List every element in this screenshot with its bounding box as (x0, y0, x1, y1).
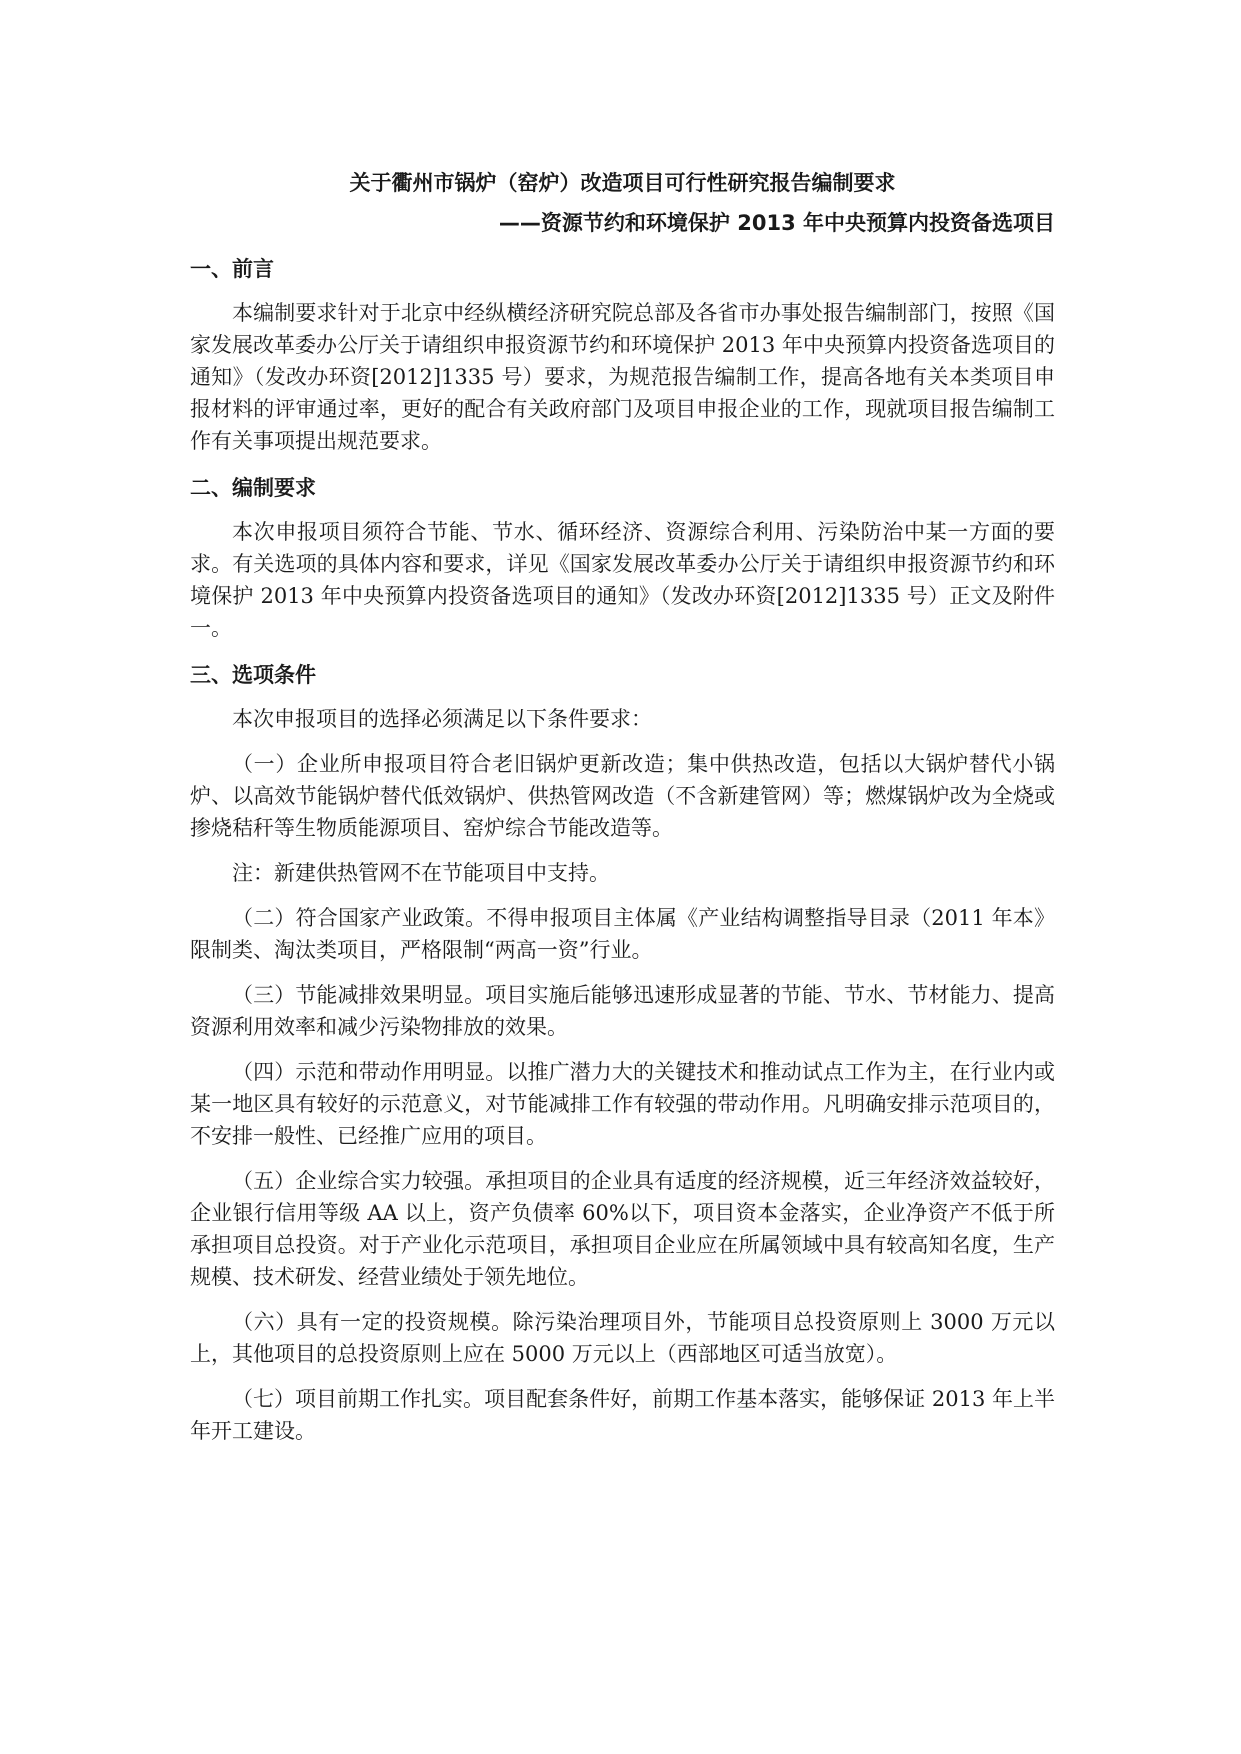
condition-item: （二）符合国家产业政策。不得申报项目主体属《产业结构调整指导目录（2011 年本》限制类、淘汰类项目，严格限制“两高一资”行业。 (190, 906, 1055, 962)
condition-item: （三）节能减排效果明显。项目实施后能够迅速形成显著的节能、节水、节材能力、提高资源利用效率和减少污染物排放的效果。 (190, 983, 1055, 1039)
document-title: 关于衢州市锅炉（窑炉）改造项目可行性研究报告编制要求 (349, 171, 896, 195)
condition-item: （一）企业所申报项目符合老旧锅炉更新改造；集中供热改造，包括以大锅炉替代小锅炉、以高效节能锅炉替代低效锅炉、供热管网改造（不含新建管网）等；燃煤锅炉改为全烧或掺烧秸秆等生物质能源项目、窑炉综合节能改造等。 (190, 752, 1055, 840)
section-heading: 二、编制要求 (190, 476, 316, 500)
condition-item: （四）示范和带动作用明显。以推广潜力大的关键技术和推动试点工作为主，在行业内或某一地区具有较好的示范意义，对节能减排工作有较强的带动作用。凡明确安排示范项目的，不安排一般性、已经推广应用的项目。 (190, 1060, 1055, 1148)
paragraph: 本次申报项目的选择必须满足以下条件要求： (232, 707, 652, 731)
section-preface (190, 253, 1055, 457)
section-heading: 一、前言 (190, 257, 274, 281)
condition-item: （五）企业综合实力较强。承担项目的企业具有适度的经济规模，近三年经济效益较好，企业银行信用等级 AA 以上，资产负债率 60%以下，项目资本金落实，企业净资产不低于所承担项目总投资。对于产业化示范项目，承担项目企业应在所属领域中具有较高知名度，生产规模、技术研发、经营业绩处于领先地位。 (190, 1169, 1055, 1289)
section-requirements (190, 472, 1055, 644)
note-paragraph: 注：新建供热管网不在节能项目中支持。 (232, 861, 610, 885)
paragraph: 本次申报项目须符合节能、节水、循环经济、资源综合利用、污染防治中某一方面的要求。有关选项的具体内容和要求，详见《国家发展改革委办公厅关于请组织申报资源节约和环境保护 2013 年中央预算内投资备选项目的通知》（发改办环资[2012]1335 号）正文及附件一。 (190, 520, 1055, 640)
condition-item: （六）具有一定的投资规模。除污染治理项目外，节能项目总投资原则上 3000 万元以上，其他项目的总投资原则上应在 5000 万元以上（西部地区可适当放宽）。 (190, 1310, 1055, 1366)
section-conditions (190, 659, 1055, 1447)
condition-item: （七）项目前期工作扎实。项目配套条件好，前期工作基本落实，能够保证 2013 年上半年开工建设。 (190, 1387, 1055, 1443)
paragraph: 本编制要求针对于北京中经纵横经济研究院总部及各省市办事处报告编制部门，按照《国家发展改革委办公厅关于请组织申报资源节约和环境保护 2013 年中央预算内投资备选项目的通知》（发改办环资[2012]1335 号）要求，为规范报告编制工作，提高各地有关本类项目申报材料的评审通过率，更好的配合有关政府部门及项目申报企业的工作，现就项目报告编制工作有关事项提出规范要求。 (190, 301, 1055, 453)
document-subtitle: ——资源节约和环境保护 2013 年中央预算内投资备选项目 (498, 211, 1055, 235)
section-heading: 三、选项条件 (190, 663, 316, 687)
